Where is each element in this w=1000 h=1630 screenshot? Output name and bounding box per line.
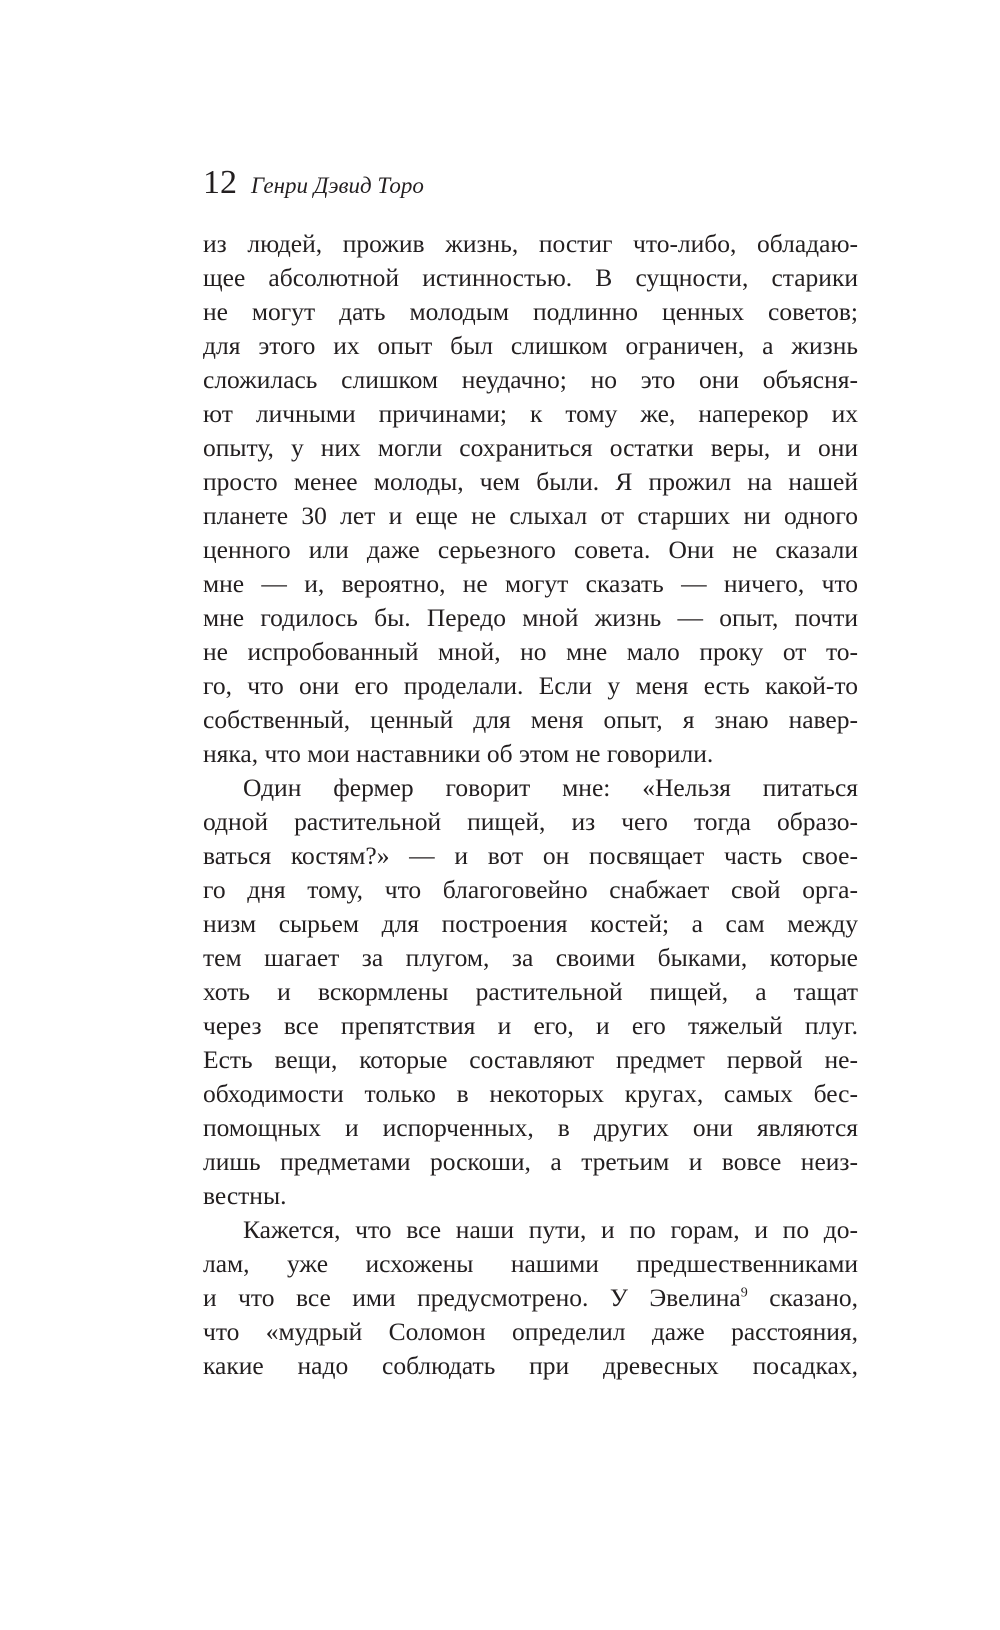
text-line: ваться костям?» — и вот он посвящает часть свое- <box>203 841 858 870</box>
page-header <box>203 164 424 214</box>
text-line: Есть вещи, которые составляют предмет первой не- <box>203 1045 858 1074</box>
text-line: через все препятствия и его, и его тяжелый плуг. <box>203 1011 858 1040</box>
text-line: ценного или даже серьезного совета. Они не сказали <box>203 535 858 564</box>
text-line: планете 30 лет и еще не слыхал от старших ни одного <box>203 501 858 530</box>
body-text <box>203 227 858 1383</box>
text-line: лам, уже исхожены нашими предшественниками <box>203 1249 858 1278</box>
text-line: няка, что мои наставники об этом не говорили. <box>203 739 714 768</box>
footnote-marker[interactable]: 9 <box>740 1285 748 1301</box>
running-title: Генри Дэвид Торо <box>251 173 424 198</box>
text-line: опыту, у них могли сохраниться остатки веры, и они <box>203 433 858 462</box>
text-line: хоть и вскормлены растительной пищей, а тащат <box>203 977 858 1006</box>
text-line: Один фермер говорит мне: «Нельзя питаться <box>243 773 858 802</box>
text-segment: сказано, <box>747 1283 858 1312</box>
text-line: какие надо соблюдать при древесных посадках, <box>203 1351 858 1380</box>
text-segment: и что все ими предусмотрено. У Эвелина <box>203 1283 741 1312</box>
text-line: из людей, прожив жизнь, постиг что-либо, обладаю- <box>203 229 858 258</box>
text-line: просто менее молоды, чем были. Я прожил на нашей <box>203 467 858 496</box>
text-line: мне годилось бы. Передо мной жизнь — опыт, почти <box>203 603 858 632</box>
text-line: обходимости только в некоторых кругах, самых бес- <box>203 1079 858 1108</box>
text-line: лишь предметами роскоши, а третьим и вовсе неиз- <box>203 1147 858 1176</box>
text-line: Кажется, что все наши пути, и по горам, и по до- <box>243 1215 858 1244</box>
text-line-with-footnote <box>203 1281 858 1315</box>
page-number: 12 <box>203 164 237 201</box>
text-line: для этого их опыт был слишком ограничен, а жизнь <box>203 331 858 360</box>
text-line: ют личными причинами; к тому же, наперекор их <box>203 399 858 428</box>
text-line: собственный, ценный для меня опыт, я знаю навер- <box>203 705 858 734</box>
text-line: низм сырьем для построения костей; а сам между <box>203 909 858 938</box>
text-line: вестны. <box>203 1181 287 1210</box>
paragraph-1 <box>203 227 858 771</box>
text-line: го дня тому, что благоговейно снабжает свой орга- <box>203 875 858 904</box>
paragraph-2 <box>203 771 858 1213</box>
text-line: помощных и испорченных, в других они являются <box>203 1113 858 1142</box>
text-line: что «мудрый Соломон определил даже расстояния, <box>203 1317 858 1346</box>
text-line: не могут дать молодым подлинно ценных советов; <box>203 297 858 326</box>
text-line: го, что они его проделали. Если у меня есть какой-то <box>203 671 858 700</box>
paragraph-3 <box>203 1213 858 1383</box>
text-line: мне — и, вероятно, не могут сказать — ничего, что <box>203 569 858 598</box>
text-line: одной растительной пищей, из чего тогда образо- <box>203 807 858 836</box>
text-line: не испробованный мной, но мне мало проку от то- <box>203 637 858 666</box>
text-line: тем шагает за плугом, за своими быками, которые <box>203 943 858 972</box>
text-line: щее абсолютной истинностью. В сущности, старики <box>203 263 858 292</box>
text-line: сложилась слишком неудачно; но это они объясня- <box>203 365 858 394</box>
